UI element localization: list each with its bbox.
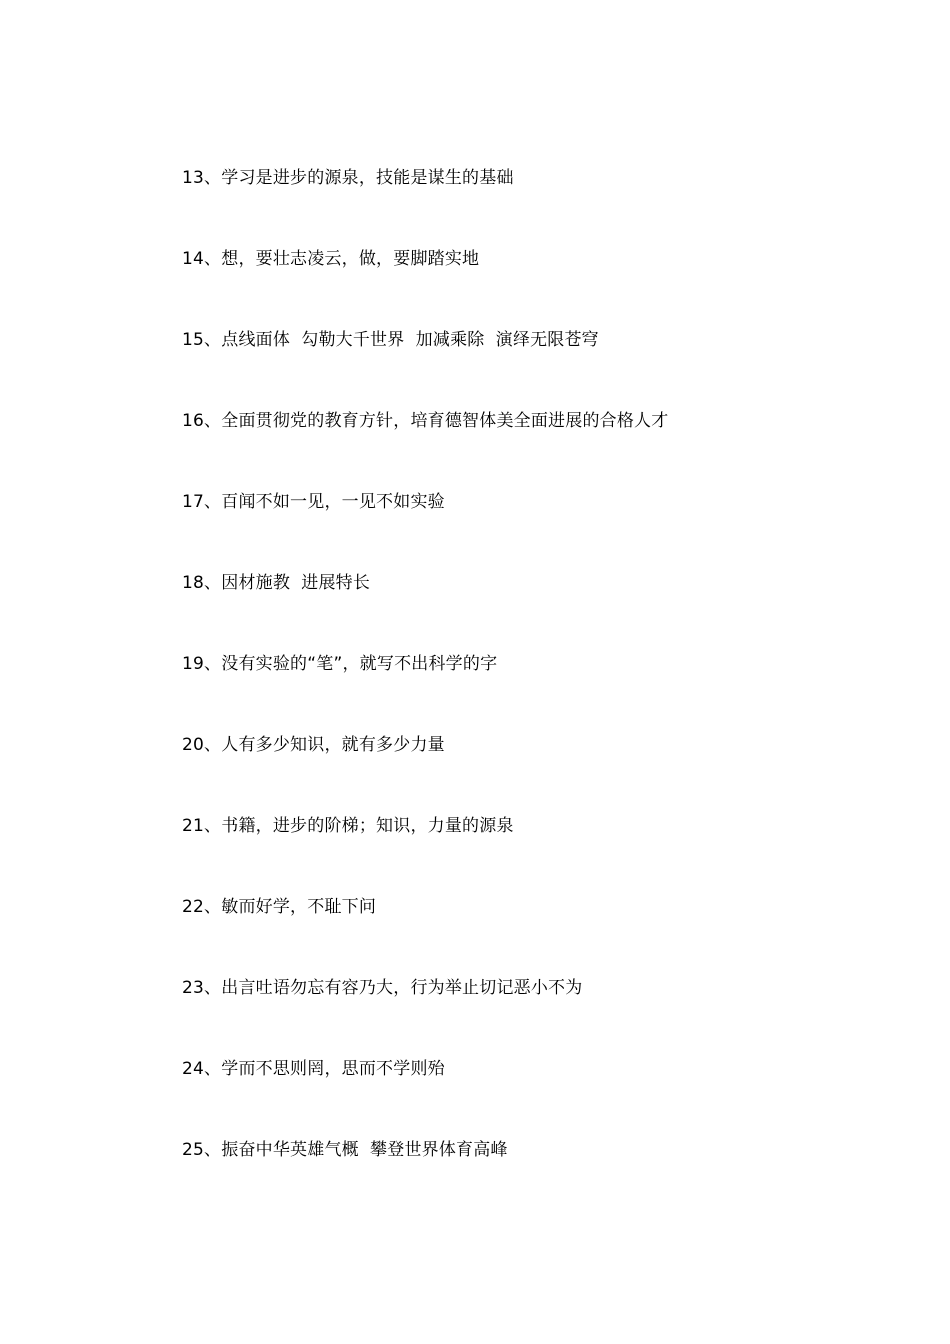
item-number: 25 [182, 1140, 205, 1160]
item-text: 因材施教 进展特长 [221, 573, 371, 593]
list-item [182, 652, 882, 733]
item-separator: 、 [204, 816, 222, 836]
item-text: 百闻不如一见，一见不如实验 [221, 492, 445, 512]
item-text: 没有实验的“笔”，就写不出科学的字 [221, 654, 498, 674]
list-item [182, 895, 882, 976]
item-separator: 、 [204, 411, 222, 431]
item-separator: 、 [204, 735, 222, 755]
list-item [182, 166, 882, 247]
item-separator: 、 [204, 249, 222, 269]
item-separator: 、 [204, 168, 222, 188]
slogan-list [182, 166, 882, 1219]
list-item [182, 490, 882, 571]
item-separator: 、 [204, 897, 222, 917]
list-item [182, 814, 882, 895]
item-separator: 、 [204, 330, 222, 350]
item-text: 振奋中华英雄气概 攀登世界体育高峰 [221, 1140, 508, 1160]
list-item [182, 1057, 882, 1138]
item-separator: 、 [204, 1059, 222, 1079]
item-number: 16 [182, 411, 205, 431]
item-separator: 、 [204, 492, 222, 512]
list-item [182, 409, 882, 490]
item-text: 全面贯彻党的教育方针，培育德智体美全面进展的合格人才 [221, 411, 669, 431]
item-number: 13 [182, 168, 205, 188]
item-number: 21 [182, 816, 205, 836]
item-number: 14 [182, 249, 205, 269]
list-item [182, 328, 882, 409]
item-text: 敏而好学，不耻下问 [221, 897, 377, 917]
list-item [182, 733, 882, 814]
list-item [182, 247, 882, 328]
item-number: 24 [182, 1059, 205, 1079]
item-text: 学习是进步的源泉，技能是谋生的基础 [221, 168, 514, 188]
item-separator: 、 [204, 654, 222, 674]
item-text: 人有多少知识，就有多少力量 [221, 735, 445, 755]
item-text: 点线面体 勾勒大千世界 加减乘除 演绎无限苍穹 [221, 330, 599, 350]
item-text: 学而不思则罔，思而不学则殆 [221, 1059, 445, 1079]
item-text: 想，要壮志凌云，做，要脚踏实地 [221, 249, 480, 269]
item-text: 出言吐语勿忘有容乃大，行为举止切记恶小不为 [221, 978, 583, 998]
item-number: 22 [182, 897, 205, 917]
item-number: 17 [182, 492, 205, 512]
item-separator: 、 [204, 573, 222, 593]
list-item [182, 976, 882, 1057]
list-item [182, 571, 882, 652]
item-number: 20 [182, 735, 205, 755]
item-number: 18 [182, 573, 205, 593]
item-number: 23 [182, 978, 205, 998]
item-text: 书籍，进步的阶梯；知识，力量的源泉 [221, 816, 514, 836]
item-number: 19 [182, 654, 205, 674]
list-item [182, 1138, 882, 1219]
item-number: 15 [182, 330, 205, 350]
item-separator: 、 [204, 1140, 222, 1160]
item-separator: 、 [204, 978, 222, 998]
